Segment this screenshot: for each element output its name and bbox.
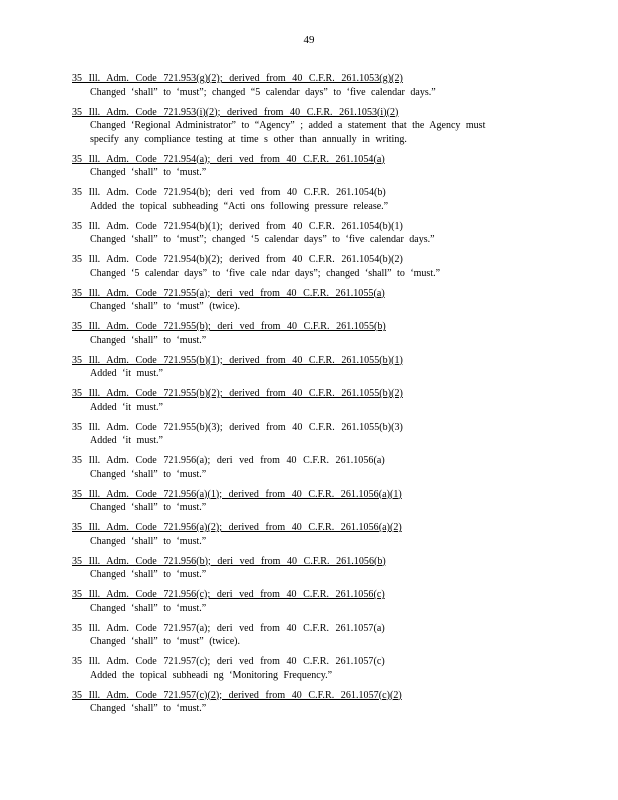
entry-description: Changed ‘shall” to ‘must”; changed “5 calendar days” to ‘five calendar days.” [90,86,436,98]
entry-citation: 35 Ill. Adm. Code 721.955(b)(3); derived from 40 C.F.R. 261.1055(b)(3) [72,421,403,433]
entry [72,186,572,213]
entry-citation: 35 Ill. Adm. Code 721.955(a); deri ved from 40 C.F.R. 261.1055(a) [72,287,385,299]
entry-citation: 35 Ill. Adm. Code 721.955(b)(1); derived from 40 C.F.R. 261.1055(b)(1) [72,354,403,366]
entry-citation: 35 Ill. Adm. Code 721.953(i)(2); derived from 40 C.F.R. 261.1053(i)(2) [72,106,399,118]
entry-description: Added the topical subheading “Acti ons following pressure release.” [90,200,389,212]
entry-description: Changed ‘5 calendar days” to ‘five cale ndar days”; changed ‘shall” to ‘must.” [90,267,441,279]
entry-citation: 35 Ill. Adm. Code 721.957(c); deri ved from 40 C.F.R. 261.1057(c) [72,656,385,667]
entry-citation: 35 Ill. Adm. Code 721.956(a)(1); derived from 40 C.F.R. 261.1056(a)(1) [72,488,402,500]
entry-citation: 35 Ill. Adm. Code 721.955(b)(2); derived from 40 C.F.R. 261.1055(b)(2) [72,388,403,399]
entry-citation: 35 Ill. Adm. Code 721.955(b); deri ved from 40 C.F.R. 261.1055(b) [72,321,386,332]
entry-description: Added the topical subheadi ng ‘Monitoring Frequency.” [90,669,333,681]
entry-description: Added ‘it must.” [90,401,163,413]
entry-description: Changed ‘shall” to ‘must.” [90,535,207,547]
entry [72,689,572,716]
entry [72,588,572,615]
entry-description: Changed ‘shall” to ‘must”; changed ‘5 calendar days” to ‘five calendar days.” [90,234,435,245]
entry [72,421,572,448]
entry [72,622,572,649]
entry [72,253,572,280]
entry [72,454,572,481]
entry-citation: 35 Ill. Adm. Code 721.957(a); deri ved from 40 C.F.R. 261.1057(a) [72,622,385,634]
entry [72,521,572,548]
entry-description: Changed ‘shall” to ‘must.” [90,334,207,346]
entry-citation: 35 Ill. Adm. Code 721.956(c); deri ved from 40 C.F.R. 261.1056(c) [72,589,385,600]
entry [72,106,572,147]
entry [72,220,572,247]
entry-description: Changed ‘shall” to ‘must.” [90,167,207,178]
entry [72,655,572,682]
entry-citation: 35 Ill. Adm. Code 721.954(b)(2); derived from 40 C.F.R. 261.1054(b)(2) [72,254,403,265]
entry-citation: 35 Ill. Adm. Code 721.957(c)(2); derived from 40 C.F.R. 261.1057(c)(2) [72,689,402,701]
entry-description: Changed ‘shall” to ‘must” (twice). [90,636,241,647]
entry [72,287,572,314]
entry-citation: 35 Ill. Adm. Code 721.956(b); deri ved from 40 C.F.R. 261.1056(b) [72,555,386,567]
page-number: 49 [303,34,315,46]
entry-description: Changed ‘shall” to ‘must.” [90,602,207,614]
entry [72,153,572,180]
entry-citation: 35 Ill. Adm. Code 721.953(g)(2); derived from 40 C.F.R. 261.1053(g)(2) [72,73,403,84]
entry [72,387,572,414]
entries-list [72,72,572,722]
entry [72,555,572,582]
entry-description: Changed ‘shall” to ‘must.” [90,569,207,580]
entry-description: Added ‘it must.” [90,435,163,446]
entry [72,320,572,347]
entry-description: Changed ‘shall” to ‘must.” [90,703,207,714]
entry-description: Changed ‘Regional Administrator” to “Agency” ; added a statement that the Agency must [90,120,486,131]
entry-description: Added ‘it must.” [90,368,163,379]
entry-description: Changed ‘shall” to ‘must.” [90,468,207,480]
entry-citation: 35 Ill. Adm. Code 721.954(b)(1); derived from 40 C.F.R. 261.1054(b)(1) [72,220,403,232]
entry [72,354,572,381]
entry-description: specify any compliance testing at time s other than annually in writing. [90,133,407,145]
entry-citation: 35 Ill. Adm. Code 721.956(a); deri ved from 40 C.F.R. 261.1056(a) [72,455,385,466]
entry-citation: 35 Ill. Adm. Code 721.956(a)(2); derived from 40 C.F.R. 261.1056(a)(2) [72,522,402,533]
entry-description: Changed ‘shall” to ‘must” (twice). [90,301,241,312]
entry [72,488,572,515]
entry-description: Changed ‘shall” to ‘must.” [90,502,207,513]
entry [72,72,572,99]
entry-citation: 35 Ill. Adm. Code 721.954(a); deri ved from 40 C.F.R. 261.1054(a) [72,153,385,165]
entry-citation: 35 Ill. Adm. Code 721.954(b); deri ved from 40 C.F.R. 261.1054(b) [72,187,386,198]
